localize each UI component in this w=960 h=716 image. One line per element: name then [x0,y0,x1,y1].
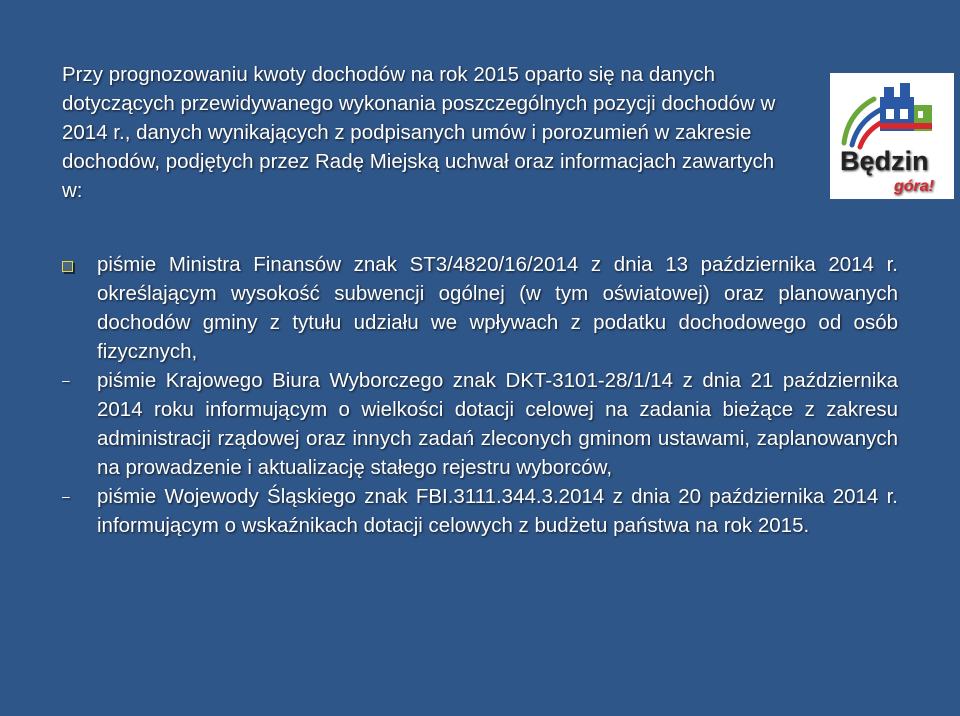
list-item [62,482,898,540]
square-bullet-icon [62,261,73,272]
sources-list [62,250,898,540]
svg-text:góra!: góra! [894,178,934,195]
dash-bullet-icon: – [62,488,70,504]
svg-text:Będzin: Będzin [840,146,929,176]
list-item-text: piśmie Ministra Finansów znak ST3/4820/16/2014 z dnia 13 października 2014 r. określającym wysokość subwencji ogólnej (w tym oświatowej) oraz planowanych dochodów gminy z tytułu udziału we wpływach z podatku dochodowego od osób fizycznych, [97,253,898,363]
bedzin-logo [830,73,954,199]
list-item-text: piśmie Krajowego Biura Wyborczego znak DKT-3101-28/1/14 z dnia 21 października 2014 roku informującym o wielkości dotacji celowej na zadania bieżące z zakresu administracji rządowej oraz innych zadań zleconych gminom ustawami, zaplanowanych na prowadzenie i aktualizację stałego rejestru wyborców, [97,369,898,479]
bedzin-logo-graphic [830,73,954,199]
dash-bullet-icon: – [62,372,70,388]
list-item [62,250,898,366]
list-item-text: piśmie Wojewody Śląskiego znak FBI.3111.344.3.2014 z dnia 20 października 2014 r. informującym o wskaźnikach dotacji celowych z budżetu państwa na rok 2015. [97,485,898,537]
intro-paragraph: Przy prognozowaniu kwoty dochodów na rok 2015 oparto się na danych dotyczących przewidywanego wykonania poszczególnych pozycji dochodów w 2014 r., danych wynikających z podpisanych umów i porozumień w zakresie dochodów, podjętych przez Radę Miejską uchwał oraz informacjach zawartych w: [62,63,776,202]
list-item [62,366,898,482]
